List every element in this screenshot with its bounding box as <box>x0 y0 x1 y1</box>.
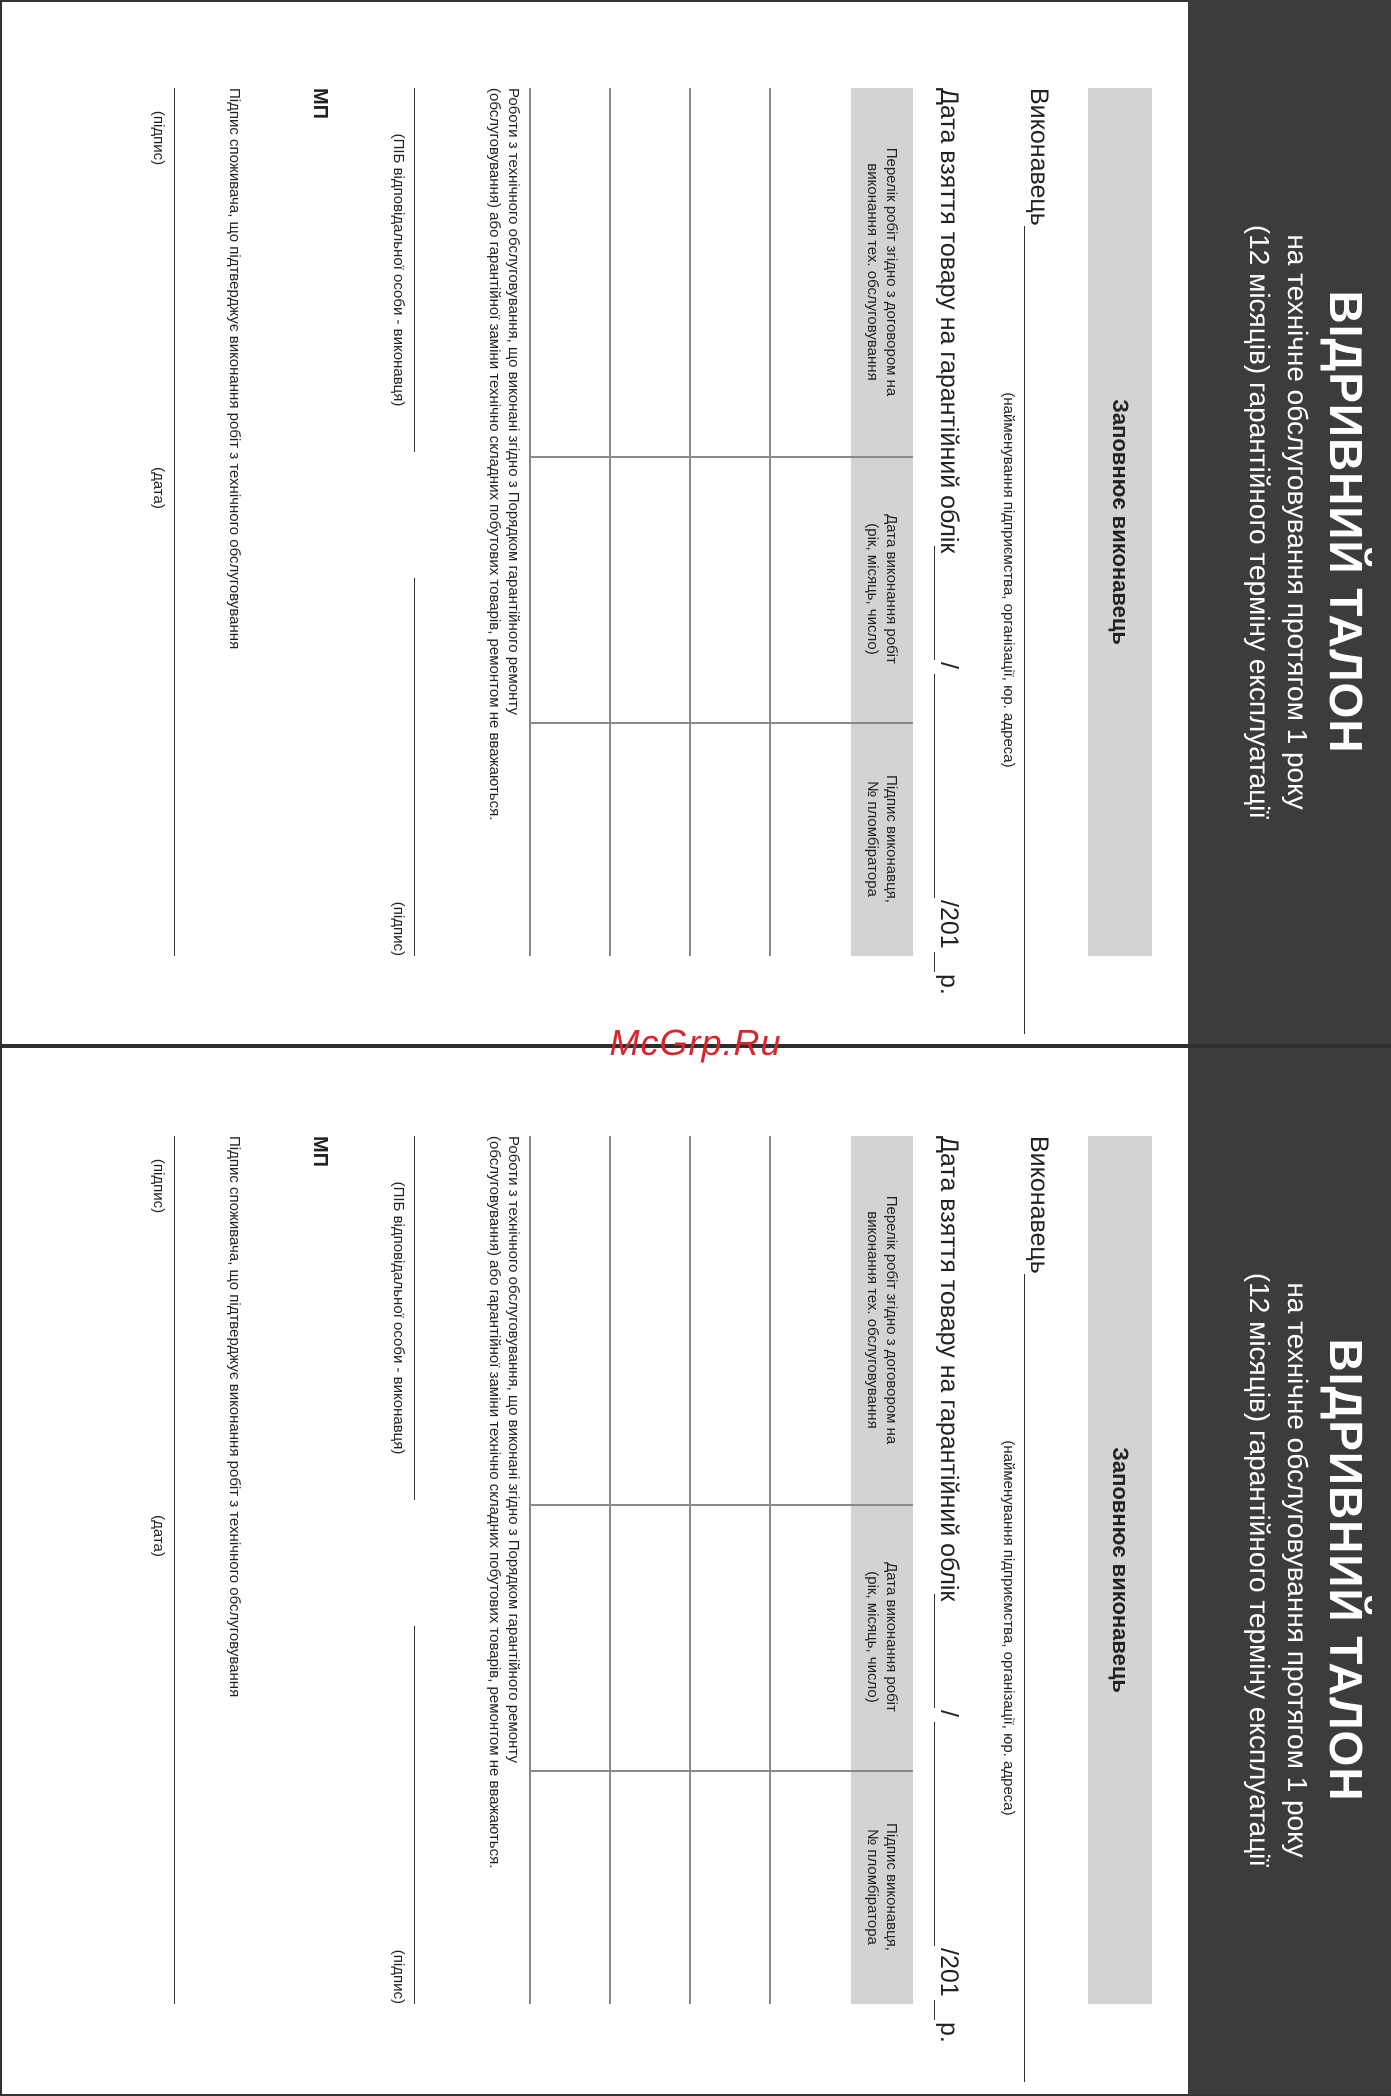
performer-underline <box>1024 226 1025 1034</box>
table-col-divider <box>531 722 913 724</box>
table-row-line <box>609 88 611 956</box>
coupon-subtitle-2: (12 місяців) гарантійного терміну експлуатації <box>1244 224 1275 820</box>
responsible-caption: (ПІБ відповідальної особи - виконавця) <box>390 133 407 407</box>
consumer-date-caption: (дата) <box>150 1515 167 1557</box>
table-col-divider <box>531 456 913 458</box>
date-blank-month <box>934 674 935 898</box>
col-work-date <box>851 1504 913 1770</box>
responsible-caption: (ПІБ відповідальної особи - виконавця) <box>390 1181 407 1455</box>
col-signature-line2: № пломбіратора <box>864 1829 881 1945</box>
consumer-signature-line <box>174 88 175 956</box>
performer-field[interactable] <box>1019 88 1053 1008</box>
coupon-header <box>1188 1048 1391 2092</box>
note-line-2: (обслуговування) або гарантійної заміни технічно складних побутових товарів, ремонтом не вважаються. <box>486 88 503 821</box>
coupon-bottom <box>0 1048 1391 2092</box>
coupon-title: ВІДРИВНИЙ ТАЛОН <box>1320 290 1372 754</box>
consumer-signature-row[interactable] <box>115 88 175 1008</box>
table-col-divider <box>531 1504 913 1506</box>
date-suffix: р. <box>935 2022 963 2043</box>
works-table-grid[interactable] <box>531 88 851 956</box>
maintenance-note <box>485 88 523 1008</box>
col-work-date-line2: (рік, місяць, число) <box>864 523 881 655</box>
coupon-top <box>0 0 1391 1044</box>
performer-note: (найменування підприємства, організації, юр. адреса) <box>1000 1440 1017 1816</box>
table-row-line <box>529 88 531 956</box>
date-blank-day <box>934 1594 935 1708</box>
col-works-list <box>851 88 913 456</box>
coupon-subtitle-1: на технічне обслуговування протягом 1 року <box>1282 1282 1313 1858</box>
consumer-sig-caption: (підпис) <box>150 110 167 166</box>
consumer-signature-line <box>174 1136 175 2004</box>
stamp-mark: МП <box>309 88 331 120</box>
table-row-line <box>529 1136 531 2004</box>
date-year-prefix: /201 <box>935 1948 963 1997</box>
signature-line <box>414 1626 415 2004</box>
date-separator: / <box>935 1710 963 1717</box>
col-signature-line1: Підпис виконавця, <box>883 1823 900 1951</box>
col-work-date-line2: (рік, місяць, число) <box>864 1571 881 1703</box>
date-label: Дата взяття товару на гарантійний облік <box>935 88 963 554</box>
date-separator: / <box>935 662 963 669</box>
col-works-list-line1: Перелік робіт згідно з договором на <box>883 1195 900 1445</box>
coupon-subtitle-2: (12 місяців) гарантійного терміну експлуатації <box>1244 1272 1275 1868</box>
col-signature-line1: Підпис виконавця, <box>883 775 900 903</box>
date-blank-day <box>934 546 935 660</box>
col-signature <box>851 722 913 956</box>
works-table-header <box>851 88 913 956</box>
responsible-person-line <box>414 88 415 452</box>
note-line-1: Роботи з технічного обслуговування, що виконані згідно з Порядком гарантійного ремонту <box>505 1136 522 1763</box>
note-line-1: Роботи з технічного обслуговування, що виконані згідно з Порядком гарантійного ремонту <box>505 88 522 715</box>
performer-signature-row[interactable] <box>345 1136 415 2056</box>
col-work-date-line1: Дата виконання робіт <box>883 514 900 664</box>
section-header: Заповнює виконавець <box>1088 88 1152 956</box>
col-signature-line2: № пломбіратора <box>864 781 881 897</box>
table-row-line <box>769 1136 771 2004</box>
date-blank-month <box>934 1722 935 1946</box>
col-work-date-line1: Дата виконання робіт <box>883 1562 900 1712</box>
table-row-line <box>769 88 771 956</box>
works-table-header <box>851 1136 913 2004</box>
table-row-line <box>689 88 691 956</box>
col-signature <box>851 1770 913 2004</box>
performer-note: (найменування підприємства, організації, юр. адреса) <box>1000 392 1017 768</box>
col-work-date <box>851 456 913 722</box>
col-works-list-line2: виконання тех. обслуговування <box>864 1211 881 1429</box>
table-col-divider <box>531 1770 913 1772</box>
table-row-line <box>609 1136 611 2004</box>
watermark: McGrp.Ru <box>609 1022 782 1063</box>
coupon-title: ВІДРИВНИЙ ТАЛОН <box>1320 1338 1372 1802</box>
maintenance-note <box>485 1136 523 2056</box>
date-label: Дата взяття товару на гарантійний облік <box>935 1136 963 1602</box>
section-header: Заповнює виконавець <box>1088 1136 1152 2004</box>
performer-signature-row[interactable] <box>345 88 415 1008</box>
signature-caption: (підпис) <box>390 1949 407 2004</box>
signature-caption: (підпис) <box>390 901 407 956</box>
coupon-subtitle-1: на технічне обслуговування протягом 1 року <box>1282 234 1313 810</box>
col-works-list-line2: виконання тех. обслуговування <box>864 163 881 381</box>
performer-field[interactable] <box>1019 1136 1053 2056</box>
registration-date-field[interactable] <box>927 88 963 1008</box>
consumer-confirmation: Підпис споживача, що підтверджує виконання робіт з технічного обслуговування <box>226 1136 243 1698</box>
table-row-line <box>689 1136 691 2004</box>
stamp-mark: МП <box>309 1136 331 1168</box>
consumer-confirmation: Підпис споживача, що підтверджує виконання робіт з технічного обслуговування <box>226 88 243 650</box>
date-blank-year <box>934 952 935 972</box>
date-suffix: р. <box>935 974 963 995</box>
performer-label: Виконавець <box>1025 1136 1053 1274</box>
performer-underline <box>1024 1274 1025 2082</box>
consumer-sig-caption: (підпис) <box>150 1158 167 1214</box>
signature-line <box>414 578 415 956</box>
works-table-grid[interactable] <box>531 1136 851 2004</box>
responsible-person-line <box>414 1136 415 1500</box>
col-works-list <box>851 1136 913 1504</box>
registration-date-field[interactable] <box>927 1136 963 2056</box>
note-line-2: (обслуговування) або гарантійної заміни технічно складних побутових товарів, ремонтом не вважаються. <box>486 1136 503 1869</box>
date-blank-year <box>934 2000 935 2020</box>
date-year-prefix: /201 <box>935 900 963 949</box>
performer-label: Виконавець <box>1025 88 1053 226</box>
consumer-signature-row[interactable] <box>115 1136 175 2056</box>
consumer-date-caption: (дата) <box>150 467 167 509</box>
col-works-list-line1: Перелік робіт згідно з договором на <box>883 147 900 397</box>
coupon-header <box>1188 0 1391 1044</box>
